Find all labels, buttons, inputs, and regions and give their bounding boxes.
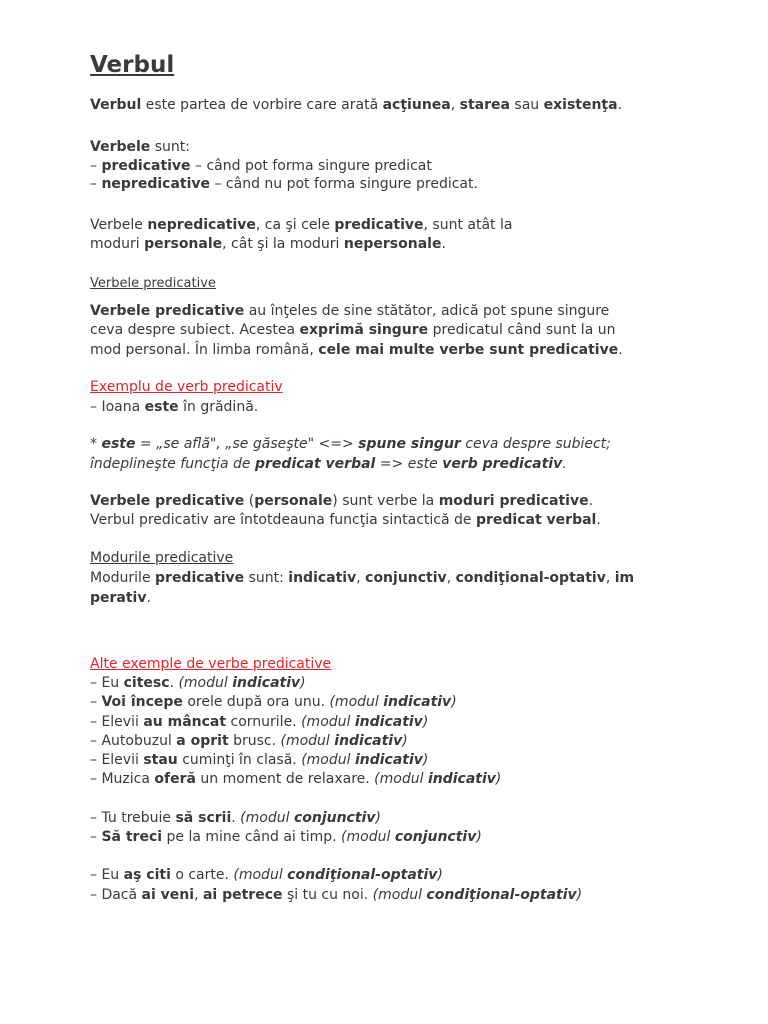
- text-run: acţiunea: [382, 97, 451, 113]
- text-run: .: [588, 493, 594, 509]
- text-run: indicativ: [354, 752, 423, 768]
- text-run: au mâncat: [143, 714, 227, 730]
- example-line: [90, 809, 381, 828]
- text-run: – Eu: [90, 867, 124, 883]
- text-run: brusc.: [228, 733, 281, 749]
- list-item: [90, 175, 478, 194]
- text-run: cele mai multe verbe sunt predicative: [318, 342, 619, 358]
- text-run: cornurile.: [226, 714, 302, 730]
- text-run: (modul: [280, 733, 335, 749]
- paragraph-line: [90, 511, 601, 530]
- text-run: ): [437, 867, 443, 883]
- paragraph-line: [90, 341, 623, 360]
- text-run: – Elevii: [90, 752, 144, 768]
- text-run: ,: [605, 570, 615, 586]
- paragraph-line: [90, 321, 615, 340]
- text-run: personale: [254, 493, 333, 509]
- text-run: –: [90, 694, 102, 710]
- text-run: verb predicativ: [442, 456, 563, 472]
- text-run: => este: [375, 456, 443, 472]
- text-run: pe la mine când ai timp.: [162, 829, 342, 845]
- text-run: moduri: [90, 236, 145, 252]
- text-run: Verbele predicative: [90, 303, 245, 319]
- text-run: predicative: [155, 570, 245, 586]
- text-run: sunt:: [244, 570, 289, 586]
- text-run: moduri predicative: [438, 493, 589, 509]
- example-line: [90, 713, 428, 732]
- text-run: ) sunt verbe la: [332, 493, 439, 509]
- text-run: nepredicative: [147, 217, 256, 233]
- text-run: (modul: [372, 887, 427, 903]
- text-run: existenţa: [543, 97, 618, 113]
- text-run: citesc: [123, 675, 170, 691]
- text-run: – Autobuzul: [90, 733, 177, 749]
- text-run: (modul: [374, 771, 428, 787]
- text-run: ): [476, 829, 482, 845]
- text-run: , ca şi cele: [255, 217, 335, 233]
- text-run: ): [576, 887, 583, 903]
- example-line: [90, 886, 582, 905]
- text-run: un moment de relaxare.: [195, 771, 375, 787]
- text-run: perativ: [90, 590, 147, 606]
- example-line: [90, 398, 258, 417]
- text-run: (modul: [240, 810, 294, 826]
- example-line: [90, 674, 306, 693]
- text-run: în grădină.: [178, 399, 259, 415]
- paragraph-line: [90, 302, 609, 321]
- paragraph-line: [90, 235, 446, 254]
- text-run: (modul: [329, 694, 384, 710]
- text-run: oferă: [154, 771, 196, 787]
- text-run: = „se află", „se găseşte" <=>: [135, 436, 359, 452]
- text-run: conjunctiv: [394, 829, 477, 845]
- text-run: indicativ: [288, 570, 357, 586]
- text-run: .: [146, 590, 151, 606]
- text-run: Să treci: [101, 829, 163, 845]
- text-run: indicativ: [354, 714, 423, 730]
- text-run: predicatul când sunt la un: [428, 322, 616, 338]
- text-run: starea: [459, 97, 510, 113]
- text-run: condiţional-optativ: [455, 570, 606, 586]
- paragraph-line: [90, 589, 151, 608]
- note-line: [90, 455, 567, 474]
- page-title: Verbul: [90, 52, 175, 78]
- text-run: Verbele: [90, 217, 148, 233]
- text-run: predicative: [334, 217, 424, 233]
- section-heading-modes: Modurile predicative: [90, 550, 234, 566]
- text-run: (: [244, 493, 255, 509]
- text-run: predicat verbal: [255, 456, 376, 472]
- paragraph-line: [90, 569, 634, 588]
- paragraph-line: [90, 216, 512, 235]
- text-run: este partea de vorbire care arată: [141, 97, 383, 113]
- text-run: (modul: [301, 714, 355, 730]
- text-run: im: [614, 570, 635, 586]
- text-run: orele după ora unu.: [182, 694, 330, 710]
- text-run: , cât şi la moduri: [222, 236, 344, 252]
- text-run: , sunt atât la: [423, 217, 513, 233]
- example-line: [90, 770, 501, 789]
- text-run: – când pot forma singure predicat: [190, 158, 432, 174]
- text-run: –: [90, 176, 102, 192]
- section-heading-example: Exemplu de verb predicativ: [90, 379, 283, 395]
- text-run: (modul: [341, 829, 395, 845]
- text-run: – Ioana: [90, 399, 145, 415]
- text-run: (modul: [178, 675, 233, 691]
- text-run: predicat verbal: [475, 512, 597, 528]
- text-run: Verbele predicative: [90, 493, 245, 509]
- text-run: au înţeles de sine stătător, adică pot spune singure: [244, 303, 610, 319]
- example-line: [90, 828, 482, 847]
- text-run: .: [596, 512, 601, 528]
- text-run: ceva despre subiect;: [460, 436, 611, 452]
- text-run: ): [300, 675, 306, 691]
- text-run: ): [402, 733, 408, 749]
- text-run: o carte.: [170, 867, 234, 883]
- text-run: conjunctiv: [293, 810, 376, 826]
- text-run: aş citi: [123, 867, 171, 883]
- text-run: exprimă singure: [299, 322, 429, 338]
- text-run: ,: [446, 570, 456, 586]
- text-run: –: [90, 158, 102, 174]
- paragraph-line: [90, 492, 593, 511]
- text-run: îndeplineşte funcţia de: [90, 456, 255, 472]
- text-run: predicative: [101, 158, 191, 174]
- text-run: ): [422, 714, 429, 730]
- intro-line: [90, 96, 622, 115]
- text-run: – Elevii: [90, 714, 144, 730]
- text-run: – Dacă: [90, 887, 142, 903]
- text-run: este: [101, 436, 136, 452]
- text-run: Voi începe: [101, 694, 183, 710]
- text-run: Verbul: [90, 97, 142, 113]
- text-run: spune singur: [358, 436, 461, 452]
- text-run: .: [169, 675, 179, 691]
- text-run: .: [617, 97, 623, 113]
- text-run: condiţional-optativ: [287, 867, 438, 883]
- text-run: – Eu: [90, 675, 124, 691]
- text-run: ,: [356, 570, 366, 586]
- text-run: ): [375, 810, 381, 826]
- list-item: [90, 157, 432, 176]
- text-run: .: [562, 456, 567, 472]
- text-run: indicativ: [383, 694, 452, 710]
- text-run: şi tu cu noi.: [282, 887, 373, 903]
- text-run: stau: [143, 752, 178, 768]
- text-run: indicativ: [427, 771, 496, 787]
- text-run: ,: [194, 887, 203, 903]
- text-run: nepredicative: [101, 176, 211, 192]
- section-heading-predicative: Verbele predicative: [90, 276, 216, 291]
- text-run: – Muzica: [90, 771, 155, 787]
- text-run: – Tu trebuie: [90, 810, 176, 826]
- text-run: .: [441, 236, 446, 252]
- example-line: [90, 866, 443, 885]
- text-run: nepersonale: [343, 236, 442, 252]
- text-run: ai petrece: [202, 887, 283, 903]
- text-run: ai veni: [141, 887, 195, 903]
- text-run: mod personal. În limba română,: [90, 342, 319, 358]
- example-line: [90, 732, 408, 751]
- example-line: [90, 751, 428, 770]
- text-run: a oprit: [176, 733, 229, 749]
- text-run: .: [618, 342, 623, 358]
- text-run: ): [451, 694, 457, 710]
- text-run: indicativ: [232, 675, 301, 691]
- note-line: [90, 435, 611, 454]
- text-run: indicativ: [334, 733, 403, 749]
- text-run: cuminţi în clasă.: [177, 752, 302, 768]
- text-run: conjunctiv: [365, 570, 447, 586]
- text-run: să scrii: [175, 810, 232, 826]
- text-run: sau: [509, 97, 544, 113]
- text-run: ): [422, 752, 429, 768]
- text-run: *: [90, 436, 102, 452]
- text-run: (modul: [233, 867, 288, 883]
- verbs-heading-line: [90, 138, 190, 157]
- text-run: Verbul predicativ are întotdeauna funcţia sintactică de: [90, 512, 476, 528]
- text-run: (modul: [301, 752, 355, 768]
- text-run: Modurile: [90, 570, 156, 586]
- text-run: ,: [450, 97, 460, 113]
- text-run: Verbele: [90, 139, 151, 155]
- text-run: ): [495, 771, 502, 787]
- text-run: –: [90, 829, 102, 845]
- text-run: personale: [144, 236, 223, 252]
- text-run: este: [144, 399, 179, 415]
- example-line: [90, 693, 457, 712]
- text-run: condiţional-optativ: [426, 887, 577, 903]
- text-run: ceva despre subiect. Acestea: [90, 322, 300, 338]
- section-heading-more-examples: Alte exemple de verbe predicative: [90, 656, 332, 672]
- text-run: .: [231, 810, 241, 826]
- text-run: – când nu pot forma singure predicat.: [210, 176, 478, 192]
- text-run: sunt:: [150, 139, 190, 155]
